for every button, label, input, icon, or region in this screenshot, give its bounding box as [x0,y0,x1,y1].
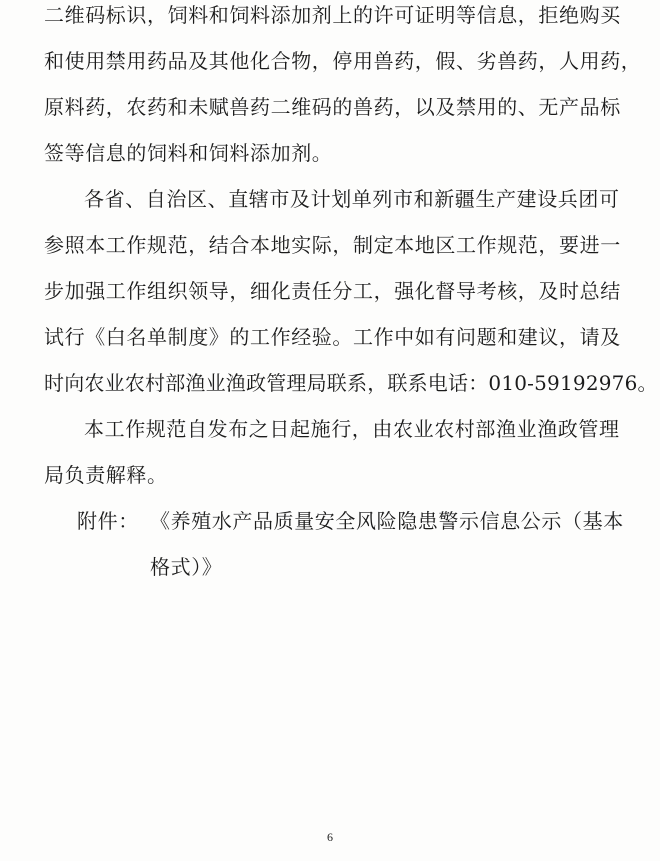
paragraph-1-line-1: 二维码标识，饲料和饲料添加剂上的许可证明等信息，拒绝购买 [44,3,621,27]
attachment-title-line-2: 格式）》 [150,555,223,579]
paragraph-1-line-4: 签等信息的饲料和饲料添加剂。 [44,141,333,165]
paragraph-3-line-2: 局负责解释。 [44,463,168,487]
paragraph-2-line-1: 各省、自治区、直辖市及计划单列市和新疆生产建设兵团可 [84,187,620,211]
paragraph-2-line-5: 时向农业农村部渔业渔政管理局联系，联系电话：010-59192976。 [44,371,658,395]
page-number: 6 [327,830,333,844]
paragraph-2-line-3: 步加强工作组织领导，细化责任分工，强化督导考核，及时总结 [44,279,621,303]
paragraph-2-line-2: 参照本工作规范，结合本地实际，制定本地区工作规范，要进一 [44,233,621,257]
paragraph-1-line-3: 原料药，农药和未赋兽药二维码的兽药，以及禁用的、无产品标 [44,95,621,119]
attachment-title-line-1: 《养殖水产品质量安全风险隐患警示信息公示（基本 [150,509,624,533]
paragraph-1-line-2: 和使用禁用药品及其他化合物，停用兽药，假、劣兽药，人用药， [44,49,642,73]
paragraph-2-line-4: 试行《白名单制度》的工作经验。工作中如有问题和建议，请及 [44,325,621,349]
paragraph-3-line-1: 本工作规范自发布之日起施行，由农业农村部渔业渔政管理 [84,417,620,441]
attachment-label: 附件： [77,509,139,533]
